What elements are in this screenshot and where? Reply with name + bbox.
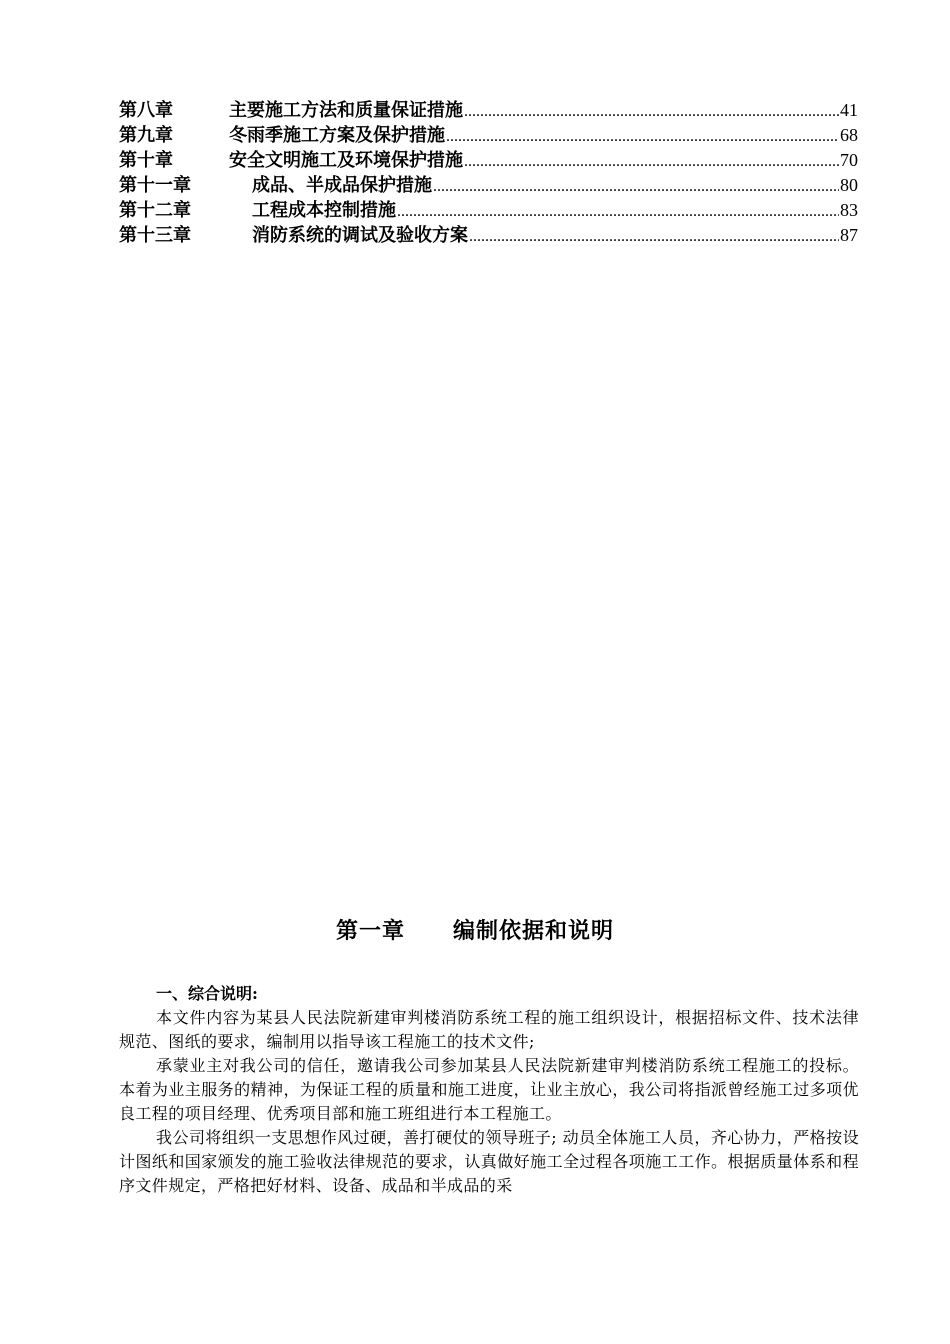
toc-page-number: 70 bbox=[840, 150, 858, 170]
body-paragraph: 承蒙业主对我公司的信任，邀请我公司参加某县人民法院新建审判楼消防系统工程施工的投标。本着为业主服务的精神，为保证工程的质量和施工进度，让业主放心，我公司将指派曾经施工过多项优良工程的项目经理、优秀项目部和施工班组进行本工程施工。 bbox=[119, 1056, 859, 1123]
toc-leader-dots bbox=[464, 99, 839, 124]
toc-chapter-title: 工程成本控制措施 bbox=[252, 200, 396, 221]
toc-page-number: 87 bbox=[840, 225, 858, 245]
body-paragraph: 本文件内容为某县人民法院新建审判楼消防系统工程的施工组织设计，根据招标文件、技术法律规范、图纸的要求，编制用以指导该工程施工的技术文件; bbox=[119, 1008, 859, 1051]
toc-page-number: 83 bbox=[840, 200, 858, 220]
toc-chapter-title: 安全文明施工及环境保护措施 bbox=[229, 150, 463, 171]
toc-leader-dots bbox=[446, 124, 839, 149]
toc-chapter-title: 冬雨季施工方案及保护措施 bbox=[229, 125, 445, 146]
toc-entry[interactable] bbox=[119, 123, 858, 148]
toc-leader-dots bbox=[397, 199, 839, 224]
body-paragraph: 我公司将组织一支思想作风过硬，善打硬仗的领导班子; 动员全体施工人员，齐心协力，严格按设计图纸和国家颁发的施工验收法律规范的要求，认真做好施工全过程各项施工工作。根据质量体系和程序文件规定，严格把好材料、设备、成品和半成品的采 bbox=[119, 1128, 859, 1195]
toc-page-number: 68 bbox=[840, 125, 858, 145]
toc-page-number: 41 bbox=[840, 100, 858, 120]
toc-chapter-title: 成品、半成品保护措施 bbox=[252, 175, 432, 196]
table-of-contents bbox=[119, 98, 858, 248]
toc-entry[interactable] bbox=[119, 98, 858, 123]
section-general-description bbox=[119, 982, 859, 1198]
toc-chapter-number: 第十三章 bbox=[119, 225, 191, 246]
toc-chapter-number: 第九章 bbox=[119, 125, 173, 146]
toc-chapter-number: 第十章 bbox=[119, 150, 173, 171]
section-heading: 一、综合说明: bbox=[156, 984, 258, 1003]
chapter-number: 第一章 bbox=[335, 918, 405, 944]
toc-chapter-title: 消防系统的调试及验收方案 bbox=[252, 225, 468, 246]
toc-page-number: 80 bbox=[840, 175, 858, 195]
toc-entry[interactable] bbox=[119, 198, 858, 223]
toc-chapter-title: 主要施工方法和质量保证措施 bbox=[229, 100, 463, 121]
chapter-title: 编制依据和说明 bbox=[453, 918, 615, 944]
toc-leader-dots bbox=[464, 149, 839, 174]
toc-entry[interactable] bbox=[119, 173, 858, 198]
toc-leader-dots bbox=[433, 174, 839, 199]
toc-chapter-number: 第十一章 bbox=[119, 175, 191, 196]
toc-entry[interactable] bbox=[119, 148, 858, 173]
toc-entry[interactable] bbox=[119, 223, 858, 248]
toc-chapter-number: 第八章 bbox=[119, 100, 173, 121]
toc-leader-dots bbox=[469, 224, 839, 249]
toc-chapter-number: 第十二章 bbox=[119, 200, 191, 221]
chapter-heading bbox=[0, 913, 950, 949]
